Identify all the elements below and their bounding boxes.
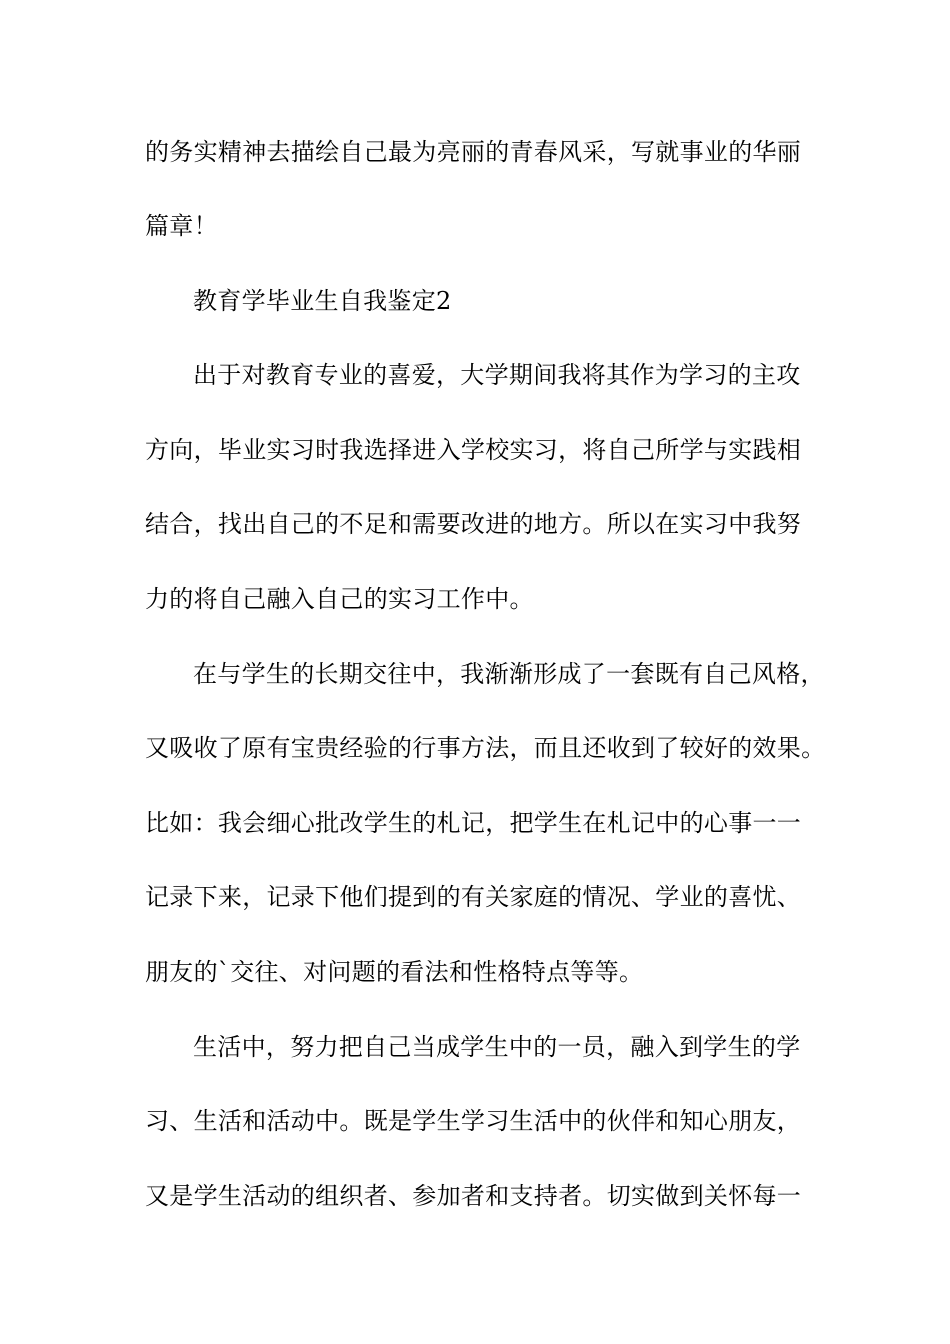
text-line: 力的将自己融入自己的实习工作中。 xyxy=(145,585,534,613)
text-line: 又是学生活动的组织者、参加者和支持者。切实做到关怀每一 xyxy=(145,1182,802,1210)
text-line: 朋友的`交往、对问题的看法和性格特点等等。 xyxy=(145,958,644,986)
text-line: 方向，毕业实习时我选择进入学校实习，将自己所学与实践相 xyxy=(145,436,802,464)
text-line: 习、生活和活动中。既是学生学习生活中的伙伴和知心朋友， xyxy=(145,1107,802,1135)
text-line: 又吸收了原有宝贵经验的行事方法，而且还收到了较好的效果。 xyxy=(145,734,826,762)
text-line: 生活中，努力把自己当成学生中的一员，融入到学生的学 xyxy=(193,1033,801,1061)
text-line: 出于对教育专业的喜爱，大学期间我将其作为学习的主攻 xyxy=(193,361,801,389)
section-heading: 教育学毕业生自我鉴定2 xyxy=(193,287,452,315)
text-line: 的务实精神去描绘自己最为亮丽的青春风采，写就事业的华丽 xyxy=(145,138,802,166)
text-line: 篇章！ xyxy=(145,212,218,240)
text-line: 在与学生的长期交往中，我渐渐形成了一套既有自己风格， xyxy=(193,660,825,688)
text-line: 比如：我会细心批改学生的札记，把学生在札记中的心事一一 xyxy=(145,809,802,837)
text-line: 记录下来，记录下他们提到的有关家庭的情况、学业的喜忧、 xyxy=(145,883,802,911)
text-line: 结合，找出自己的不足和需要改进的地方。所以在实习中我努 xyxy=(145,510,802,538)
